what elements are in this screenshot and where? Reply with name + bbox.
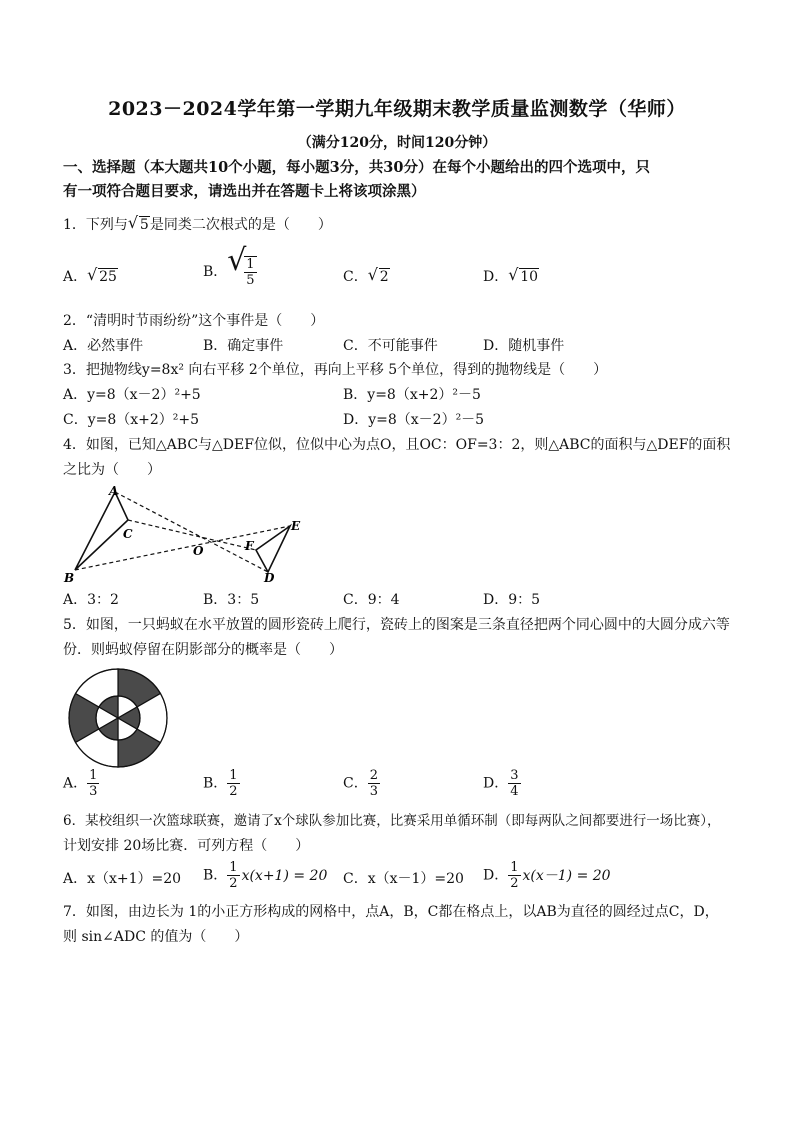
q1-option-c[interactable] (343, 265, 390, 286)
q5-option-b[interactable] (203, 768, 240, 799)
q1-stem-suffix: 是同类二次根式的是（ ） (149, 217, 332, 233)
option-label: A． (63, 269, 88, 285)
fraction-denominator: 3 (369, 784, 378, 799)
q5-option-d[interactable] (483, 768, 521, 799)
sqrt-symbol: √ 5 (127, 213, 149, 233)
question-5-stem-line-1: 5．如图，一只蚂蚁在水平放置的圆形瓷砖上爬行，瓷砖上的图案是三条直径把两个同心圆中的大圆分成六等 (63, 617, 730, 633)
fraction-numerator: 2 (369, 768, 378, 783)
option-label: B． (203, 264, 228, 280)
sqrt-symbol: √ 10 (508, 265, 539, 285)
q2-option-a[interactable]: A．必然事件 (63, 338, 144, 354)
question-2-stem: 2．“清明时节雨纷纷”这个事件是（ ） (63, 313, 325, 329)
q1-option-a[interactable] (63, 265, 118, 286)
question-6-stem-line-1: 6．某校组织一次篮球联赛，邀请了x个球队参加比赛，比赛采用单循环制（即每两队之间都要进行一场比赛）， (63, 813, 721, 829)
question-4-stem-line-1: 4．如图，已知△ABC与△DEF位似，位似中心为点O，且OC：OF=3：2，则△ABC的面积与△DEF的面积 (63, 437, 731, 453)
q2-option-b[interactable]: B．确定事件 (203, 338, 284, 354)
fraction-numerator: 1 (246, 257, 255, 272)
option-label: D． (483, 867, 509, 884)
q5-option-a[interactable] (63, 768, 99, 799)
section-heading-line-1: 一、选择题（本大题共10个小题，每小题3分，共30分）在每个小题给出的四个选项中，只 (63, 159, 650, 176)
option-label: D． (483, 775, 509, 792)
section-heading-line-2: 有一项符合题目要求，请选出并在答题卡上将该项涂黑） (63, 183, 426, 200)
sqrt-symbol: √ 2 (367, 265, 389, 285)
q6-option-a[interactable]: A．x（x+1）=20 (63, 871, 182, 887)
option-label: B． (203, 867, 228, 884)
q1-option-d[interactable] (483, 265, 539, 286)
fraction-numerator: 1 (229, 860, 238, 875)
q4-option-c[interactable]: C．9：4 (343, 592, 400, 608)
option-label: C． (343, 269, 368, 285)
question-4-stem-line-2: 之比为（ ） (63, 462, 161, 478)
point-e-label: E (291, 519, 301, 533)
option-expression: x(x－1) = 20 (522, 867, 611, 884)
q5-option-c[interactable] (343, 768, 380, 799)
q3-option-c[interactable]: C．y=8（x+2）²+5 (63, 412, 200, 428)
sqrt-symbol: √ $\frac{1}{5}$ (227, 243, 255, 288)
point-c-label: C (123, 527, 133, 541)
option-label: A． (63, 775, 88, 792)
question-5-stem-line-2: 份．则蚂蚁停留在阴影部分的概率是（ ） (63, 642, 343, 658)
point-o-label: O (193, 544, 204, 558)
homothety-triangles-figure (60, 484, 310, 586)
q2-option-c[interactable]: C．不可能事件 (343, 338, 438, 354)
fraction-denominator: 3 (89, 784, 98, 799)
point-f-label: F (245, 539, 254, 553)
point-a-label: A (109, 484, 119, 498)
q6-option-c[interactable]: C．x（x－1）=20 (343, 871, 464, 887)
fraction-numerator: 1 (89, 768, 98, 783)
fraction-numerator: 1 (510, 860, 519, 875)
fraction-numerator: 3 (510, 768, 519, 783)
q4-option-a[interactable]: A．3：2 (63, 592, 119, 608)
q3-option-b[interactable]: B．y=8（x+2）²－5 (343, 387, 481, 403)
q6-option-d[interactable] (483, 860, 611, 891)
fraction-denominator: 5 (246, 273, 255, 288)
page-subtitle: （满分120分，时间120分钟） (297, 135, 497, 151)
fraction-denominator: 4 (510, 784, 519, 799)
q1-option-b[interactable] (203, 243, 257, 288)
fraction-numerator: 1 (229, 768, 238, 783)
fraction-denominator: 2 (510, 876, 519, 891)
point-d-label: D (264, 571, 275, 585)
q4-option-d[interactable]: D．9：5 (483, 592, 541, 608)
q1-radicand: 5 (139, 217, 149, 233)
fraction-denominator: 2 (229, 784, 238, 799)
option-radicand: 2 (379, 269, 389, 285)
point-b-label: B (64, 571, 75, 585)
option-label: D． (483, 269, 509, 285)
fraction-denominator: 2 (229, 876, 238, 891)
question-6-stem-line-2: 计划安排 20场比赛．可列方程（ ） (63, 838, 310, 854)
q6-option-b[interactable] (203, 860, 327, 891)
option-radicand: 10 (520, 269, 539, 285)
question-7-stem-line-2: 则 sin∠ADC 的值为（ ） (63, 929, 249, 945)
option-expression: x(x+1) = 20 (241, 867, 328, 884)
sqrt-symbol: √ 25 (87, 265, 117, 285)
question-7-stem-line-1: 7．如图，由边长为 1的小正方形构成的网格中，点A，B，C都在格点上，以AB为直径的圆经过点C，D， (63, 904, 719, 920)
page-title: 2023－2024学年第一学期九年级期末教学质量监测数学（华师） (108, 98, 686, 120)
question-1-stem (63, 213, 332, 234)
q3-option-a[interactable]: A．y=8（x－2）²+5 (63, 387, 201, 403)
q3-option-d[interactable]: D．y=8（x－2）²－5 (343, 412, 485, 428)
question-3-stem: 3．把抛物线y=8x² 向右平移 2个单位，再向上平移 5个单位，得到的抛物线是（ ） (63, 362, 608, 378)
option-radicand: 25 (99, 269, 117, 285)
option-label: C． (343, 775, 368, 792)
q1-stem-prefix: 1．下列与 (63, 217, 128, 233)
option-label: B． (203, 775, 228, 792)
q2-option-d[interactable]: D．随机事件 (483, 338, 565, 354)
concentric-circle-tile-figure (66, 666, 170, 770)
q4-option-b[interactable]: B．3：5 (203, 592, 260, 608)
